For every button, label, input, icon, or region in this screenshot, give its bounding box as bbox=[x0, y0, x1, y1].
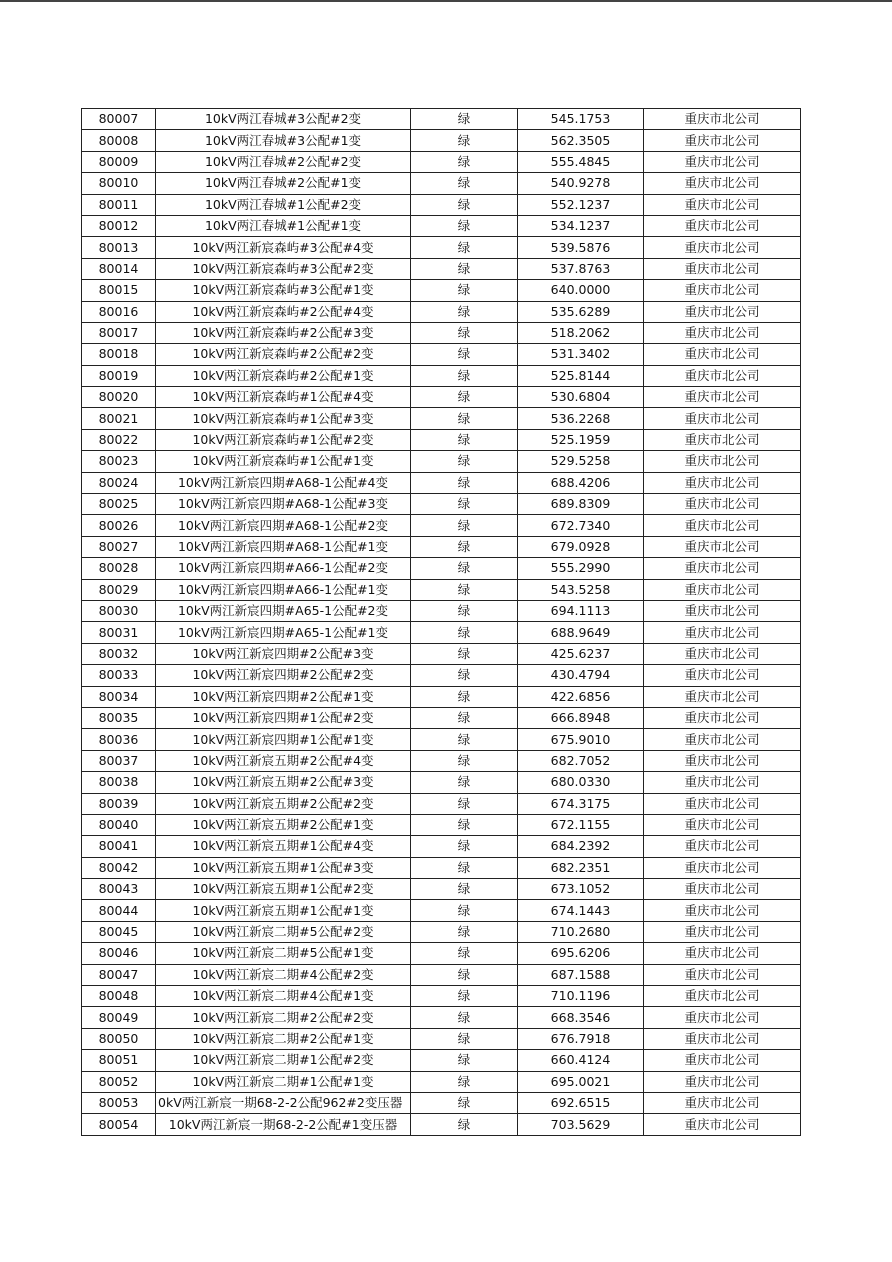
cell-value: 543.5258 bbox=[518, 579, 644, 600]
table-row bbox=[82, 237, 801, 258]
cell-transformer-name: 10kV两江新宸五期#1公配#2变 bbox=[156, 879, 411, 900]
cell-status-color: 绿 bbox=[411, 173, 518, 194]
cell-id: 80015 bbox=[82, 280, 156, 301]
cell-id: 80038 bbox=[82, 772, 156, 793]
cell-id: 80043 bbox=[82, 879, 156, 900]
cell-company: 重庆市北公司 bbox=[644, 750, 801, 771]
cell-transformer-name: 10kV两江新宸森屿#1公配#2变 bbox=[156, 429, 411, 450]
cell-status-color: 绿 bbox=[411, 387, 518, 408]
table-row bbox=[82, 1050, 801, 1071]
table-row bbox=[82, 814, 801, 835]
cell-transformer-name: 10kV两江新宸四期#A66-1公配#2变 bbox=[156, 558, 411, 579]
cell-status-color: 绿 bbox=[411, 814, 518, 835]
cell-company: 重庆市北公司 bbox=[644, 964, 801, 985]
table-row bbox=[82, 793, 801, 814]
cell-transformer-name: 10kV两江新宸四期#A66-1公配#1变 bbox=[156, 579, 411, 600]
table-row bbox=[82, 173, 801, 194]
cell-value: 666.8948 bbox=[518, 707, 644, 728]
cell-transformer-name: 10kV两江新宸四期#A68-1公配#2变 bbox=[156, 515, 411, 536]
cell-id: 80018 bbox=[82, 344, 156, 365]
cell-company: 重庆市北公司 bbox=[644, 879, 801, 900]
cell-company: 重庆市北公司 bbox=[644, 600, 801, 621]
cell-company: 重庆市北公司 bbox=[644, 793, 801, 814]
cell-status-color: 绿 bbox=[411, 943, 518, 964]
cell-status-color: 绿 bbox=[411, 1092, 518, 1113]
cell-status-color: 绿 bbox=[411, 536, 518, 557]
cell-status-color: 绿 bbox=[411, 857, 518, 878]
cell-id: 80021 bbox=[82, 408, 156, 429]
cell-company: 重庆市北公司 bbox=[644, 900, 801, 921]
cell-status-color: 绿 bbox=[411, 451, 518, 472]
cell-value: 545.1753 bbox=[518, 109, 644, 130]
cell-transformer-name: 10kV两江新宸森屿#2公配#3变 bbox=[156, 322, 411, 343]
cell-transformer-name: 0kV两江新宸一期68-2-2公配962#2变压器 bbox=[156, 1092, 411, 1113]
cell-company: 重庆市北公司 bbox=[644, 451, 801, 472]
cell-status-color: 绿 bbox=[411, 258, 518, 279]
cell-company: 重庆市北公司 bbox=[644, 857, 801, 878]
cell-id: 80013 bbox=[82, 237, 156, 258]
cell-value: 692.6515 bbox=[518, 1092, 644, 1113]
cell-transformer-name: 10kV两江新宸森屿#2公配#4变 bbox=[156, 301, 411, 322]
cell-value: 525.8144 bbox=[518, 365, 644, 386]
cell-status-color: 绿 bbox=[411, 921, 518, 942]
cell-transformer-name: 10kV两江新宸二期#1公配#2变 bbox=[156, 1050, 411, 1071]
cell-status-color: 绿 bbox=[411, 215, 518, 236]
cell-id: 80008 bbox=[82, 130, 156, 151]
cell-id: 80054 bbox=[82, 1114, 156, 1135]
cell-company: 重庆市北公司 bbox=[644, 622, 801, 643]
cell-value: 422.6856 bbox=[518, 686, 644, 707]
cell-company: 重庆市北公司 bbox=[644, 707, 801, 728]
table-row bbox=[82, 686, 801, 707]
cell-id: 80042 bbox=[82, 857, 156, 878]
table-row bbox=[82, 900, 801, 921]
cell-id: 80032 bbox=[82, 643, 156, 664]
cell-transformer-name: 10kV两江新宸五期#2公配#2变 bbox=[156, 793, 411, 814]
cell-status-color: 绿 bbox=[411, 643, 518, 664]
cell-id: 80035 bbox=[82, 707, 156, 728]
cell-status-color: 绿 bbox=[411, 836, 518, 857]
cell-id: 80019 bbox=[82, 365, 156, 386]
cell-transformer-name: 10kV两江新宸四期#A68-1公配#1变 bbox=[156, 536, 411, 557]
cell-status-color: 绿 bbox=[411, 558, 518, 579]
cell-transformer-name: 10kV两江新宸二期#4公配#1变 bbox=[156, 986, 411, 1007]
cell-status-color: 绿 bbox=[411, 964, 518, 985]
cell-transformer-name: 10kV两江新宸四期#A65-1公配#2变 bbox=[156, 600, 411, 621]
cell-transformer-name: 10kV两江新宸一期68-2-2公配#1变压器 bbox=[156, 1114, 411, 1135]
table-row bbox=[82, 1092, 801, 1113]
cell-company: 重庆市北公司 bbox=[644, 814, 801, 835]
cell-value: 682.2351 bbox=[518, 857, 644, 878]
cell-transformer-name: 10kV两江春城#1公配#2变 bbox=[156, 194, 411, 215]
cell-transformer-name: 10kV两江新宸森屿#1公配#1变 bbox=[156, 451, 411, 472]
cell-id: 80036 bbox=[82, 729, 156, 750]
table-row bbox=[82, 109, 801, 130]
cell-id: 80024 bbox=[82, 472, 156, 493]
cell-status-color: 绿 bbox=[411, 237, 518, 258]
table-row bbox=[82, 130, 801, 151]
table-row bbox=[82, 622, 801, 643]
table-row bbox=[82, 643, 801, 664]
cell-value: 536.2268 bbox=[518, 408, 644, 429]
cell-company: 重庆市北公司 bbox=[644, 408, 801, 429]
cell-value: 539.5876 bbox=[518, 237, 644, 258]
cell-id: 80014 bbox=[82, 258, 156, 279]
cell-id: 80052 bbox=[82, 1071, 156, 1092]
cell-id: 80007 bbox=[82, 109, 156, 130]
cell-status-color: 绿 bbox=[411, 130, 518, 151]
cell-company: 重庆市北公司 bbox=[644, 536, 801, 557]
cell-id: 80047 bbox=[82, 964, 156, 985]
cell-status-color: 绿 bbox=[411, 986, 518, 1007]
cell-value: 695.0021 bbox=[518, 1071, 644, 1092]
cell-id: 80046 bbox=[82, 943, 156, 964]
table-body bbox=[82, 109, 801, 1136]
cell-status-color: 绿 bbox=[411, 686, 518, 707]
cell-value: 675.9010 bbox=[518, 729, 644, 750]
cell-value: 674.3175 bbox=[518, 793, 644, 814]
spreadsheet-page bbox=[81, 108, 801, 1136]
cell-value: 525.1959 bbox=[518, 429, 644, 450]
table-row bbox=[82, 451, 801, 472]
table-row bbox=[82, 1114, 801, 1135]
cell-id: 80040 bbox=[82, 814, 156, 835]
cell-status-color: 绿 bbox=[411, 879, 518, 900]
cell-company: 重庆市北公司 bbox=[644, 301, 801, 322]
table-row bbox=[82, 344, 801, 365]
cell-status-color: 绿 bbox=[411, 900, 518, 921]
cell-value: 694.1113 bbox=[518, 600, 644, 621]
cell-status-color: 绿 bbox=[411, 793, 518, 814]
cell-company: 重庆市北公司 bbox=[644, 322, 801, 343]
cell-value: 529.5258 bbox=[518, 451, 644, 472]
cell-status-color: 绿 bbox=[411, 750, 518, 771]
cell-transformer-name: 10kV两江新宸四期#2公配#3变 bbox=[156, 643, 411, 664]
cell-value: 537.8763 bbox=[518, 258, 644, 279]
table-row bbox=[82, 280, 801, 301]
cell-company: 重庆市北公司 bbox=[644, 429, 801, 450]
table-row bbox=[82, 301, 801, 322]
cell-transformer-name: 10kV两江新宸森屿#3公配#2变 bbox=[156, 258, 411, 279]
cell-value: 672.1155 bbox=[518, 814, 644, 835]
table-row bbox=[82, 750, 801, 771]
cell-company: 重庆市北公司 bbox=[644, 1114, 801, 1135]
cell-id: 80034 bbox=[82, 686, 156, 707]
cell-value: 688.9649 bbox=[518, 622, 644, 643]
table-row bbox=[82, 772, 801, 793]
cell-id: 80041 bbox=[82, 836, 156, 857]
cell-transformer-name: 10kV两江春城#3公配#2变 bbox=[156, 109, 411, 130]
cell-status-color: 绿 bbox=[411, 729, 518, 750]
cell-id: 80009 bbox=[82, 151, 156, 172]
cell-status-color: 绿 bbox=[411, 429, 518, 450]
cell-transformer-name: 10kV两江新宸二期#4公配#2变 bbox=[156, 964, 411, 985]
table-row bbox=[82, 558, 801, 579]
cell-id: 80045 bbox=[82, 921, 156, 942]
cell-status-color: 绿 bbox=[411, 772, 518, 793]
cell-value: 555.2990 bbox=[518, 558, 644, 579]
cell-value: 688.4206 bbox=[518, 472, 644, 493]
cell-value: 689.8309 bbox=[518, 494, 644, 515]
cell-value: 674.1443 bbox=[518, 900, 644, 921]
cell-status-color: 绿 bbox=[411, 365, 518, 386]
cell-transformer-name: 10kV两江新宸森屿#1公配#4变 bbox=[156, 387, 411, 408]
cell-value: 710.2680 bbox=[518, 921, 644, 942]
cell-company: 重庆市北公司 bbox=[644, 109, 801, 130]
table-row bbox=[82, 1071, 801, 1092]
cell-company: 重庆市北公司 bbox=[644, 772, 801, 793]
cell-value: 680.0330 bbox=[518, 772, 644, 793]
table-row bbox=[82, 258, 801, 279]
transformer-table bbox=[81, 108, 801, 1136]
cell-id: 80023 bbox=[82, 451, 156, 472]
cell-id: 80011 bbox=[82, 194, 156, 215]
table-row bbox=[82, 986, 801, 1007]
cell-status-color: 绿 bbox=[411, 151, 518, 172]
cell-id: 80031 bbox=[82, 622, 156, 643]
cell-status-color: 绿 bbox=[411, 194, 518, 215]
cell-transformer-name: 10kV两江新宸五期#1公配#4变 bbox=[156, 836, 411, 857]
cell-transformer-name: 10kV两江新宸五期#1公配#1变 bbox=[156, 900, 411, 921]
table-row bbox=[82, 494, 801, 515]
table-row bbox=[82, 536, 801, 557]
cell-transformer-name: 10kV两江新宸森屿#2公配#2变 bbox=[156, 344, 411, 365]
cell-id: 80026 bbox=[82, 515, 156, 536]
cell-transformer-name: 10kV两江新宸四期#A68-1公配#3变 bbox=[156, 494, 411, 515]
cell-value: 676.7918 bbox=[518, 1028, 644, 1049]
cell-company: 重庆市北公司 bbox=[644, 643, 801, 664]
cell-company: 重庆市北公司 bbox=[644, 472, 801, 493]
cell-transformer-name: 10kV两江新宸二期#2公配#1变 bbox=[156, 1028, 411, 1049]
table-row bbox=[82, 1007, 801, 1028]
cell-transformer-name: 10kV两江新宸二期#2公配#2变 bbox=[156, 1007, 411, 1028]
cell-transformer-name: 10kV两江新宸森屿#3公配#1变 bbox=[156, 280, 411, 301]
cell-status-color: 绿 bbox=[411, 408, 518, 429]
cell-transformer-name: 10kV两江新宸五期#2公配#3变 bbox=[156, 772, 411, 793]
cell-id: 80049 bbox=[82, 1007, 156, 1028]
cell-id: 80012 bbox=[82, 215, 156, 236]
cell-status-color: 绿 bbox=[411, 707, 518, 728]
cell-company: 重庆市北公司 bbox=[644, 943, 801, 964]
table-row bbox=[82, 729, 801, 750]
cell-value: 687.1588 bbox=[518, 964, 644, 985]
cell-company: 重庆市北公司 bbox=[644, 130, 801, 151]
cell-id: 80044 bbox=[82, 900, 156, 921]
cell-company: 重庆市北公司 bbox=[644, 686, 801, 707]
table-row bbox=[82, 943, 801, 964]
cell-id: 80017 bbox=[82, 322, 156, 343]
cell-value: 668.3546 bbox=[518, 1007, 644, 1028]
cell-company: 重庆市北公司 bbox=[644, 258, 801, 279]
cell-company: 重庆市北公司 bbox=[644, 986, 801, 1007]
cell-transformer-name: 10kV两江新宸二期#5公配#1变 bbox=[156, 943, 411, 964]
cell-transformer-name: 10kV两江春城#1公配#1变 bbox=[156, 215, 411, 236]
cell-value: 672.7340 bbox=[518, 515, 644, 536]
cell-value: 660.4124 bbox=[518, 1050, 644, 1071]
cell-transformer-name: 10kV两江新宸五期#2公配#4变 bbox=[156, 750, 411, 771]
cell-transformer-name: 10kV两江新宸二期#1公配#1变 bbox=[156, 1071, 411, 1092]
cell-transformer-name: 10kV两江春城#3公配#1变 bbox=[156, 130, 411, 151]
cell-value: 679.0928 bbox=[518, 536, 644, 557]
cell-value: 562.3505 bbox=[518, 130, 644, 151]
cell-value: 673.1052 bbox=[518, 879, 644, 900]
cell-id: 80027 bbox=[82, 536, 156, 557]
cell-status-color: 绿 bbox=[411, 622, 518, 643]
table-row bbox=[82, 387, 801, 408]
cell-company: 重庆市北公司 bbox=[644, 194, 801, 215]
cell-id: 80039 bbox=[82, 793, 156, 814]
cell-id: 80051 bbox=[82, 1050, 156, 1071]
cell-company: 重庆市北公司 bbox=[644, 215, 801, 236]
cell-company: 重庆市北公司 bbox=[644, 1071, 801, 1092]
cell-id: 80050 bbox=[82, 1028, 156, 1049]
cell-company: 重庆市北公司 bbox=[644, 836, 801, 857]
cell-company: 重庆市北公司 bbox=[644, 387, 801, 408]
cell-id: 80020 bbox=[82, 387, 156, 408]
cell-company: 重庆市北公司 bbox=[644, 173, 801, 194]
cell-company: 重庆市北公司 bbox=[644, 665, 801, 686]
cell-status-color: 绿 bbox=[411, 1050, 518, 1071]
cell-value: 540.9278 bbox=[518, 173, 644, 194]
table-row bbox=[82, 151, 801, 172]
cell-company: 重庆市北公司 bbox=[644, 729, 801, 750]
cell-company: 重庆市北公司 bbox=[644, 1007, 801, 1028]
table-row bbox=[82, 472, 801, 493]
cell-company: 重庆市北公司 bbox=[644, 515, 801, 536]
table-row bbox=[82, 215, 801, 236]
table-row bbox=[82, 879, 801, 900]
cell-transformer-name: 10kV两江新宸森屿#3公配#4变 bbox=[156, 237, 411, 258]
cell-value: 534.1237 bbox=[518, 215, 644, 236]
cell-id: 80022 bbox=[82, 429, 156, 450]
cell-value: 682.7052 bbox=[518, 750, 644, 771]
cell-company: 重庆市北公司 bbox=[644, 280, 801, 301]
cell-status-color: 绿 bbox=[411, 515, 518, 536]
cell-company: 重庆市北公司 bbox=[644, 344, 801, 365]
cell-company: 重庆市北公司 bbox=[644, 921, 801, 942]
cell-status-color: 绿 bbox=[411, 1071, 518, 1092]
table-row bbox=[82, 365, 801, 386]
table-row bbox=[82, 515, 801, 536]
cell-transformer-name: 10kV两江新宸五期#1公配#3变 bbox=[156, 857, 411, 878]
cell-company: 重庆市北公司 bbox=[644, 558, 801, 579]
cell-transformer-name: 10kV两江新宸四期#2公配#2变 bbox=[156, 665, 411, 686]
cell-company: 重庆市北公司 bbox=[644, 494, 801, 515]
cell-value: 530.6804 bbox=[518, 387, 644, 408]
cell-company: 重庆市北公司 bbox=[644, 365, 801, 386]
cell-status-color: 绿 bbox=[411, 494, 518, 515]
cell-id: 80030 bbox=[82, 600, 156, 621]
cell-status-color: 绿 bbox=[411, 280, 518, 301]
cell-transformer-name: 10kV两江春城#2公配#2变 bbox=[156, 151, 411, 172]
cell-company: 重庆市北公司 bbox=[644, 1050, 801, 1071]
cell-company: 重庆市北公司 bbox=[644, 151, 801, 172]
table-row bbox=[82, 1028, 801, 1049]
cell-value: 518.2062 bbox=[518, 322, 644, 343]
cell-id: 80028 bbox=[82, 558, 156, 579]
cell-transformer-name: 10kV两江新宸二期#5公配#2变 bbox=[156, 921, 411, 942]
cell-value: 425.6237 bbox=[518, 643, 644, 664]
cell-value: 710.1196 bbox=[518, 986, 644, 1007]
cell-value: 640.0000 bbox=[518, 280, 644, 301]
table-row bbox=[82, 194, 801, 215]
table-row bbox=[82, 408, 801, 429]
cell-id: 80048 bbox=[82, 986, 156, 1007]
table-row bbox=[82, 322, 801, 343]
table-row bbox=[82, 707, 801, 728]
cell-id: 80053 bbox=[82, 1092, 156, 1113]
cell-status-color: 绿 bbox=[411, 1007, 518, 1028]
cell-transformer-name: 10kV两江新宸森屿#2公配#1变 bbox=[156, 365, 411, 386]
table-row bbox=[82, 836, 801, 857]
cell-value: 535.6289 bbox=[518, 301, 644, 322]
cell-status-color: 绿 bbox=[411, 665, 518, 686]
table-row bbox=[82, 665, 801, 686]
cell-value: 552.1237 bbox=[518, 194, 644, 215]
cell-transformer-name: 10kV两江新宸四期#A68-1公配#4变 bbox=[156, 472, 411, 493]
cell-transformer-name: 10kV两江新宸森屿#1公配#3变 bbox=[156, 408, 411, 429]
cell-transformer-name: 10kV两江新宸四期#2公配#1变 bbox=[156, 686, 411, 707]
cell-value: 703.5629 bbox=[518, 1114, 644, 1135]
cell-id: 80029 bbox=[82, 579, 156, 600]
cell-value: 684.2392 bbox=[518, 836, 644, 857]
cell-transformer-name: 10kV两江新宸五期#2公配#1变 bbox=[156, 814, 411, 835]
cell-transformer-name: 10kV两江新宸四期#1公配#2变 bbox=[156, 707, 411, 728]
cell-status-color: 绿 bbox=[411, 109, 518, 130]
table-row bbox=[82, 579, 801, 600]
cell-status-color: 绿 bbox=[411, 600, 518, 621]
cell-company: 重庆市北公司 bbox=[644, 237, 801, 258]
cell-status-color: 绿 bbox=[411, 1114, 518, 1135]
cell-value: 695.6206 bbox=[518, 943, 644, 964]
cell-id: 80033 bbox=[82, 665, 156, 686]
cell-id: 80016 bbox=[82, 301, 156, 322]
cell-company: 重庆市北公司 bbox=[644, 579, 801, 600]
table-row bbox=[82, 921, 801, 942]
cell-status-color: 绿 bbox=[411, 301, 518, 322]
table-row bbox=[82, 964, 801, 985]
cell-id: 80010 bbox=[82, 173, 156, 194]
cell-status-color: 绿 bbox=[411, 579, 518, 600]
cell-company: 重庆市北公司 bbox=[644, 1092, 801, 1113]
table-row bbox=[82, 600, 801, 621]
cell-status-color: 绿 bbox=[411, 322, 518, 343]
cell-value: 555.4845 bbox=[518, 151, 644, 172]
cell-transformer-name: 10kV两江春城#2公配#1变 bbox=[156, 173, 411, 194]
cell-transformer-name: 10kV两江新宸四期#A65-1公配#1变 bbox=[156, 622, 411, 643]
cell-status-color: 绿 bbox=[411, 1028, 518, 1049]
cell-value: 531.3402 bbox=[518, 344, 644, 365]
table-row bbox=[82, 429, 801, 450]
page-top-border bbox=[0, 0, 892, 2]
cell-transformer-name: 10kV两江新宸四期#1公配#1变 bbox=[156, 729, 411, 750]
cell-company: 重庆市北公司 bbox=[644, 1028, 801, 1049]
cell-value: 430.4794 bbox=[518, 665, 644, 686]
cell-status-color: 绿 bbox=[411, 472, 518, 493]
cell-id: 80025 bbox=[82, 494, 156, 515]
cell-status-color: 绿 bbox=[411, 344, 518, 365]
table-row bbox=[82, 857, 801, 878]
cell-id: 80037 bbox=[82, 750, 156, 771]
